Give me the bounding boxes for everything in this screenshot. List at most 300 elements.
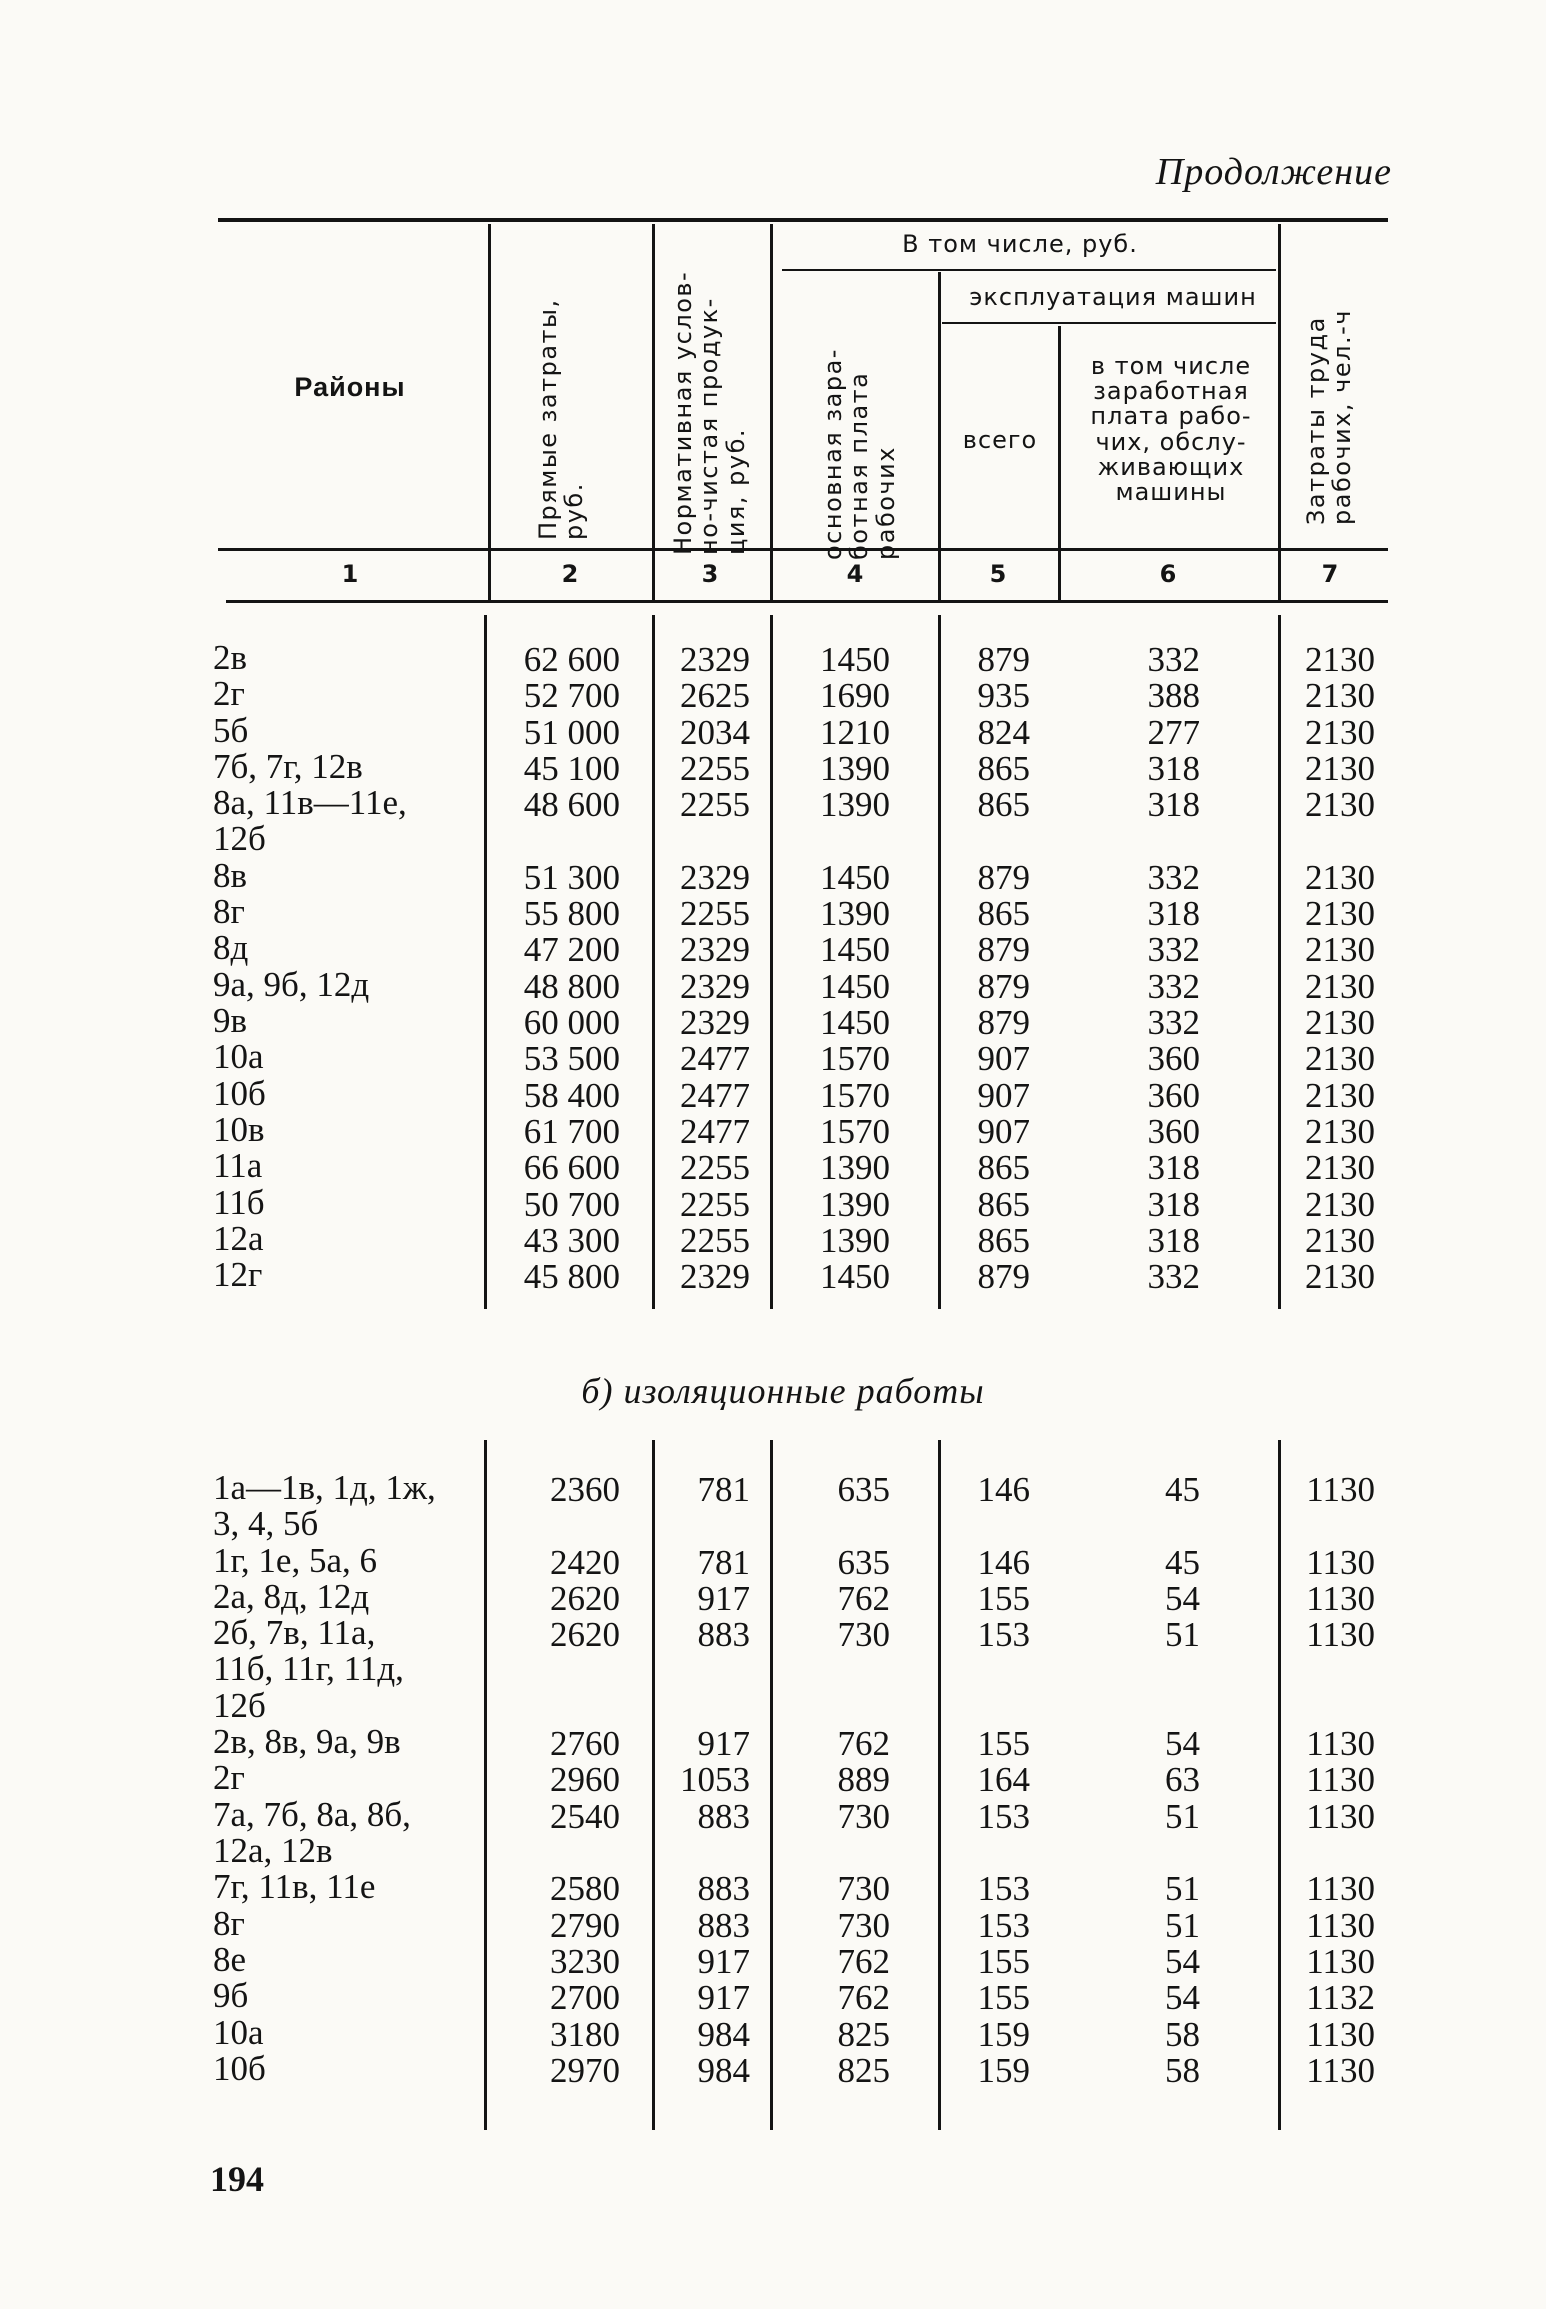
value-cell-c4: 762	[837, 1978, 890, 2018]
value-cell-c3: 2329	[680, 930, 750, 970]
value-cell-c3: 2255	[680, 748, 750, 788]
district-line: 11б	[213, 1182, 265, 1222]
value-cell-c5: 164	[977, 1760, 1030, 1800]
district-line: 11а	[213, 1146, 263, 1186]
header-col-divider	[770, 224, 773, 600]
value-cell-c2: 2960	[550, 1760, 620, 1800]
value-cell-c6: 54	[1165, 1724, 1200, 1764]
value-cell-c6: 51	[1165, 1796, 1200, 1836]
value-cell-c2: 47 200	[523, 930, 620, 970]
table-row	[0, 674, 1546, 716]
value-cell-c7: 1130	[1306, 1542, 1375, 1582]
value-cell-c5: 865	[977, 748, 1030, 788]
value-cell-c5: 159	[977, 2050, 1030, 2090]
value-cell-c6: 332	[1147, 1003, 1200, 1042]
value-cell-c7: 1132	[1306, 1978, 1375, 2018]
district-cell	[213, 676, 245, 712]
table-row	[0, 1939, 1546, 1981]
value-cell-c2: 60 000	[523, 1003, 620, 1042]
value-cell-c6: 51	[1165, 1615, 1200, 1655]
district-cell	[213, 1939, 247, 1979]
district-line: 7б, 7г, 12в	[213, 746, 363, 786]
value-cell-c3: 984	[697, 2050, 750, 2090]
value-cell-c2: 53 500	[523, 1039, 620, 1079]
district-line: 10в	[213, 1109, 265, 1149]
table-row	[0, 1182, 1546, 1224]
district-cell	[213, 1039, 264, 1075]
value-cell-c2: 43 300	[523, 1220, 620, 1260]
district-cell	[213, 930, 248, 966]
header-col-divider	[652, 224, 655, 600]
value-cell-c6: 318	[1147, 894, 1200, 934]
value-cell-c6: 318	[1147, 1148, 1200, 1188]
value-cell-c5: 155	[977, 1578, 1030, 1618]
district-line: 2б, 7в, 11а,	[213, 1613, 376, 1653]
value-cell-c7: 2130	[1305, 1075, 1375, 1115]
table-row	[0, 1109, 1546, 1151]
column-number: 5	[989, 560, 1007, 588]
value-cell-c6: 54	[1165, 1578, 1200, 1618]
value-cell-c2: 50 700	[523, 1184, 620, 1224]
value-cell-c4: 1390	[820, 894, 890, 934]
header-col-divider	[1058, 326, 1061, 600]
value-cell-c5: 879	[977, 640, 1030, 679]
value-cell-c4: 1390	[820, 1148, 890, 1188]
group-rule	[782, 269, 1276, 271]
value-cell-c5: 879	[977, 1257, 1030, 1297]
value-cell-c7: 1130	[1306, 2050, 1375, 2090]
page-number: 194	[210, 2159, 264, 2199]
table-row	[0, 1468, 1546, 1544]
district-line: 8г	[213, 1903, 245, 1943]
value-cell-c7: 1130	[1306, 1905, 1375, 1945]
value-cell-c7: 1130	[1306, 1615, 1375, 1655]
value-cell-c3: 2255	[680, 1220, 750, 1260]
value-cell-c7: 2130	[1305, 894, 1375, 934]
value-cell-c4: 635	[837, 1470, 890, 1509]
value-cell-c2: 66 600	[523, 1148, 620, 1188]
value-cell-c7: 2130	[1305, 930, 1375, 970]
section-subtitle: б) изоляционные работы	[581, 1371, 985, 1411]
value-cell-c4: 1390	[820, 1220, 890, 1260]
header-col-divider	[488, 224, 491, 600]
table-row	[0, 1001, 1546, 1042]
value-cell-c4: 1390	[820, 785, 890, 825]
value-cell-c5: 153	[977, 1796, 1030, 1836]
value-cell-c4: 1450	[820, 930, 890, 970]
value-cell-c7: 2130	[1305, 966, 1375, 1006]
value-cell-c3: 2255	[680, 1184, 750, 1224]
table-row	[0, 1576, 1546, 1618]
district-line: 2в, 8в, 9а, 9в	[213, 1722, 401, 1762]
value-cell-c4: 762	[837, 1724, 890, 1764]
district-cell	[213, 1257, 262, 1293]
table-row	[0, 964, 1546, 1006]
value-cell-c7: 1130	[1306, 1941, 1375, 1981]
value-cell-c5: 907	[977, 1075, 1030, 1115]
value-cell-c5: 865	[977, 1220, 1030, 1260]
value-cell-c5: 879	[977, 1003, 1030, 1042]
value-cell-c2: 3180	[550, 2014, 620, 2054]
value-cell-c3: 2329	[680, 1257, 750, 1297]
district-line: 8г	[213, 892, 245, 932]
value-cell-c5: 865	[977, 785, 1030, 825]
value-cell-c7: 2130	[1305, 1039, 1375, 1079]
table-row	[0, 1613, 1546, 1725]
value-cell-c5: 865	[977, 1148, 1030, 1188]
value-cell-c6: 360	[1147, 1039, 1200, 1079]
value-cell-c6: 63	[1165, 1760, 1200, 1800]
header-col-divider	[938, 272, 941, 600]
district-line: 2г	[213, 674, 245, 714]
value-cell-c5: 865	[977, 1184, 1030, 1224]
value-cell-c6: 332	[1147, 1257, 1200, 1297]
district-line: 9а, 9б, 12д	[213, 964, 370, 1004]
table-row	[0, 783, 1546, 859]
district-cell	[213, 1218, 264, 1258]
value-cell-c3: 781	[697, 1470, 750, 1509]
district-line: 8в	[213, 855, 248, 895]
table-row	[0, 1255, 1546, 1297]
district-cell	[213, 2012, 264, 2052]
value-cell-c6: 51	[1165, 1869, 1200, 1909]
value-cell-c6: 360	[1147, 1075, 1200, 1115]
value-cell-c6: 332	[1147, 966, 1200, 1006]
value-cell-c3: 2329	[680, 857, 750, 897]
value-cell-c7: 1130	[1306, 1724, 1375, 1764]
value-cell-c2: 61 700	[523, 1111, 620, 1151]
value-cell-c3: 917	[697, 1724, 750, 1764]
column-number: 4	[846, 560, 864, 588]
value-cell-c6: 51	[1165, 1905, 1200, 1945]
value-cell-c4: 1450	[820, 857, 890, 897]
value-cell-c7: 2130	[1305, 748, 1375, 788]
value-cell-c5: 153	[977, 1615, 1030, 1655]
table-row	[0, 1540, 1546, 1582]
value-cell-c5: 907	[977, 1039, 1030, 1079]
value-cell-c3: 883	[697, 1796, 750, 1836]
district-cell	[213, 1903, 245, 1943]
value-cell-c7: 2130	[1305, 1257, 1375, 1297]
value-cell-c3: 883	[697, 1615, 750, 1655]
value-cell-c3: 2477	[680, 1111, 750, 1151]
value-cell-c6: 58	[1165, 2014, 1200, 2054]
value-cell-c4: 762	[837, 1941, 890, 1981]
value-cell-c6: 45	[1165, 1470, 1200, 1509]
district-line: 1г, 1е, 5а, 6	[213, 1540, 377, 1580]
district-line: 11б, 11г, 11д,	[213, 1649, 404, 1689]
value-cell-c5: 153	[977, 1905, 1030, 1945]
district-line: 12б	[213, 1685, 266, 1725]
district-line: 2в	[213, 638, 248, 677]
value-cell-c3: 883	[697, 1869, 750, 1909]
value-cell-c3: 917	[697, 1578, 750, 1618]
value-cell-c5: 865	[977, 894, 1030, 934]
value-cell-c3: 2329	[680, 640, 750, 679]
value-cell-c3: 883	[697, 1905, 750, 1945]
value-cell-c2: 2580	[550, 1869, 620, 1909]
column-number: 6	[1159, 560, 1177, 588]
value-cell-c6: 54	[1165, 1978, 1200, 2018]
value-cell-c4: 730	[837, 1796, 890, 1836]
value-cell-c5: 146	[977, 1542, 1030, 1582]
value-cell-c5: 935	[977, 676, 1030, 716]
table-row	[0, 855, 1546, 897]
value-cell-c3: 2255	[680, 1148, 750, 1188]
district-cell	[213, 1869, 375, 1905]
header-normative-product: Нормативная услов- но-чистая продук- ция, руб.	[669, 270, 750, 555]
table-row	[0, 1976, 1546, 2018]
value-cell-c5: 155	[977, 1724, 1030, 1764]
value-cell-c3: 917	[697, 1978, 750, 2018]
column-number: 2	[561, 560, 579, 588]
district-cell	[213, 1182, 265, 1222]
district-line: 10б	[213, 1073, 266, 1113]
value-cell-c5: 824	[977, 712, 1030, 752]
district-line: 8д	[213, 928, 249, 968]
value-cell-c7: 1130	[1306, 1578, 1375, 1618]
district-line: 1а—1в, 1д, 1ж,	[213, 1468, 436, 1507]
table-row	[0, 1758, 1546, 1800]
value-cell-c2: 2620	[550, 1615, 620, 1655]
district-cell	[213, 2048, 266, 2088]
value-cell-c6: 388	[1147, 676, 1200, 716]
numbers-top-rule	[218, 548, 1388, 551]
value-cell-c4: 889	[837, 1760, 890, 1800]
district-line: 9б	[213, 1976, 249, 2016]
value-cell-c2: 55 800	[523, 894, 620, 934]
district-line: 3, 4, 5б	[213, 1504, 319, 1544]
value-cell-c3: 2255	[680, 785, 750, 825]
header-machine-wages: в том числе заработная плата рабо- чих, обслу- живающих машины	[1090, 352, 1252, 506]
header-col-divider	[1278, 224, 1281, 600]
value-cell-c6: 318	[1147, 748, 1200, 788]
value-cell-c3: 917	[697, 1941, 750, 1981]
table-row	[0, 1903, 1546, 1945]
value-cell-c2: 3230	[550, 1941, 620, 1981]
value-cell-c6: 332	[1147, 857, 1200, 897]
value-cell-c6: 360	[1147, 1111, 1200, 1151]
value-cell-c2: 48 800	[523, 966, 620, 1006]
value-cell-c2: 2420	[550, 1542, 620, 1582]
value-cell-c5: 159	[977, 2014, 1030, 2054]
district-line: 12г	[213, 1255, 263, 1295]
value-cell-c3: 2625	[680, 676, 750, 716]
value-cell-c6: 58	[1165, 2050, 1200, 2090]
value-cell-c3: 2329	[680, 1003, 750, 1042]
table-row	[0, 1722, 1546, 1764]
district-line: 2а, 8д, 12д	[213, 1576, 370, 1616]
value-cell-c6: 277	[1147, 712, 1200, 752]
table-row	[0, 1794, 1546, 1870]
district-line: 8а, 11в—11е,	[213, 783, 407, 823]
district-cell	[213, 1109, 265, 1149]
value-cell-c4: 635	[837, 1542, 890, 1582]
district-cell	[213, 1724, 401, 1760]
district-cell	[213, 746, 363, 786]
value-cell-c2: 58 400	[523, 1075, 620, 1115]
header-group-rub: В том числе, руб.	[902, 230, 1138, 258]
value-cell-c6: 318	[1147, 1220, 1200, 1260]
continuation-label: Продолжение	[1155, 151, 1392, 193]
district-line: 10а	[213, 1037, 264, 1077]
district-line: 7г, 11в, 11е	[213, 1867, 376, 1907]
header-base-wages: основная зара- ботная плата рабочих	[819, 348, 900, 560]
value-cell-c4: 1210	[820, 712, 890, 752]
value-cell-c2: 2790	[550, 1905, 620, 1945]
value-cell-c4: 825	[837, 2050, 890, 2090]
value-cell-c3: 984	[697, 2014, 750, 2054]
value-cell-c7: 2130	[1305, 676, 1375, 716]
value-cell-c6: 332	[1147, 930, 1200, 970]
value-cell-c4: 1450	[820, 966, 890, 1006]
value-cell-c3: 781	[697, 1542, 750, 1582]
value-cell-c4: 730	[837, 1869, 890, 1909]
district-cell	[213, 1470, 436, 1543]
value-cell-c4: 730	[837, 1615, 890, 1655]
value-cell-c7: 2130	[1305, 1148, 1375, 1188]
value-cell-c2: 2760	[550, 1724, 620, 1764]
district-cell	[213, 785, 407, 858]
value-cell-c5: 155	[977, 1978, 1030, 2018]
district-line: 7а, 7б, 8а, 8б,	[213, 1794, 411, 1834]
column-number: 1	[341, 560, 359, 588]
value-cell-c7: 2130	[1305, 712, 1375, 752]
value-cell-c5: 146	[977, 1470, 1030, 1509]
value-cell-c7: 1130	[1306, 1760, 1375, 1800]
value-cell-c6: 318	[1147, 1184, 1200, 1224]
header-total: всего	[962, 426, 1038, 454]
value-cell-c6: 332	[1147, 640, 1200, 679]
value-cell-c3: 1053	[680, 1760, 750, 1800]
value-cell-c4: 1450	[820, 640, 890, 679]
value-cell-c4: 730	[837, 1905, 890, 1945]
value-cell-c4: 1690	[820, 676, 890, 716]
value-cell-c6: 54	[1165, 1941, 1200, 1981]
district-line: 5б	[213, 710, 249, 750]
district-cell	[213, 1003, 247, 1039]
value-cell-c3: 2329	[680, 966, 750, 1006]
value-cell-c5: 153	[977, 1869, 1030, 1909]
district-cell	[213, 1615, 404, 1724]
value-cell-c2: 2620	[550, 1578, 620, 1618]
table-row	[0, 1146, 1546, 1188]
value-cell-c2: 2970	[550, 2050, 620, 2090]
district-line: 10а	[213, 2012, 264, 2052]
header-labor-costs: Затраты труда рабочих, чел.-ч	[1302, 309, 1357, 525]
value-cell-c4: 1450	[820, 1257, 890, 1297]
district-line: 2г	[213, 1758, 245, 1798]
table-row	[0, 2048, 1546, 2090]
district-line: 8е	[213, 1939, 247, 1979]
value-cell-c4: 1570	[820, 1039, 890, 1079]
district-line: 9в	[213, 1001, 248, 1040]
value-cell-c2: 48 600	[523, 785, 620, 825]
header-districts: Районы	[294, 372, 406, 402]
value-cell-c4: 1450	[820, 1003, 890, 1042]
table-row	[0, 1073, 1546, 1115]
column-number: 7	[1321, 560, 1339, 588]
district-cell	[213, 1978, 248, 2014]
value-cell-c2: 45 800	[523, 1257, 620, 1297]
district-cell	[213, 855, 248, 895]
value-cell-c5: 155	[977, 1941, 1030, 1981]
value-cell-c3: 2034	[680, 712, 750, 752]
value-cell-c4: 762	[837, 1578, 890, 1618]
value-cell-c7: 2130	[1305, 857, 1375, 897]
value-cell-c2: 2540	[550, 1796, 620, 1836]
table-row	[0, 1037, 1546, 1079]
table-row	[0, 746, 1546, 788]
numbers-bottom-rule	[226, 600, 1388, 603]
district-cell	[213, 1540, 377, 1580]
district-line: 10б	[213, 2048, 266, 2088]
value-cell-c2: 2700	[550, 1978, 620, 2018]
district-cell	[213, 710, 249, 750]
value-cell-c5: 907	[977, 1111, 1030, 1151]
district-cell	[213, 1148, 262, 1184]
value-cell-c3: 2477	[680, 1039, 750, 1079]
table-row	[0, 2012, 1546, 2054]
value-cell-c3: 2477	[680, 1075, 750, 1115]
value-cell-c2: 52 700	[523, 676, 620, 716]
table-row	[0, 638, 1546, 679]
district-cell	[213, 1073, 266, 1113]
value-cell-c7: 2130	[1305, 785, 1375, 825]
value-cell-c4: 1390	[820, 748, 890, 788]
value-cell-c2: 45 100	[523, 748, 620, 788]
district-cell	[213, 1576, 370, 1616]
value-cell-c5: 879	[977, 857, 1030, 897]
table-row	[0, 928, 1546, 970]
table-row	[0, 710, 1546, 752]
value-cell-c7: 2130	[1305, 640, 1375, 679]
value-cell-c2: 51 000	[523, 712, 620, 752]
value-cell-c4: 1390	[820, 1184, 890, 1224]
district-line: 12а	[213, 1218, 264, 1258]
value-cell-c7: 2130	[1305, 1111, 1375, 1151]
value-cell-c7: 2130	[1305, 1184, 1375, 1224]
value-cell-c7: 1130	[1306, 1470, 1375, 1509]
district-line: 12б	[213, 819, 266, 859]
value-cell-c2: 2360	[550, 1470, 620, 1509]
value-cell-c7: 2130	[1305, 1220, 1375, 1260]
district-cell	[213, 964, 370, 1004]
value-cell-c7: 1130	[1306, 1796, 1375, 1836]
value-cell-c4: 825	[837, 2014, 890, 2054]
table-row	[0, 892, 1546, 934]
value-cell-c5: 879	[977, 930, 1030, 970]
value-cell-c7: 2130	[1305, 1003, 1375, 1042]
column-number: 3	[701, 560, 719, 588]
value-cell-c7: 1130	[1306, 1869, 1375, 1909]
header-machine-operation: эксплуатация машин	[969, 283, 1257, 311]
value-cell-c6: 45	[1165, 1542, 1200, 1582]
district-line: 12а, 12в	[213, 1830, 333, 1870]
value-cell-c6: 318	[1147, 785, 1200, 825]
header-top-rule	[218, 218, 1388, 222]
header-direct-costs: Прямые затраты, руб.	[534, 298, 589, 540]
value-cell-c4: 1570	[820, 1111, 890, 1151]
district-cell	[213, 640, 247, 676]
value-cell-c7: 1130	[1306, 2014, 1375, 2054]
value-cell-c5: 879	[977, 966, 1030, 1006]
table-row	[0, 1218, 1546, 1260]
district-cell	[213, 1794, 411, 1870]
district-cell	[213, 1760, 245, 1796]
table-row	[0, 1867, 1546, 1909]
district-cell	[213, 894, 245, 930]
